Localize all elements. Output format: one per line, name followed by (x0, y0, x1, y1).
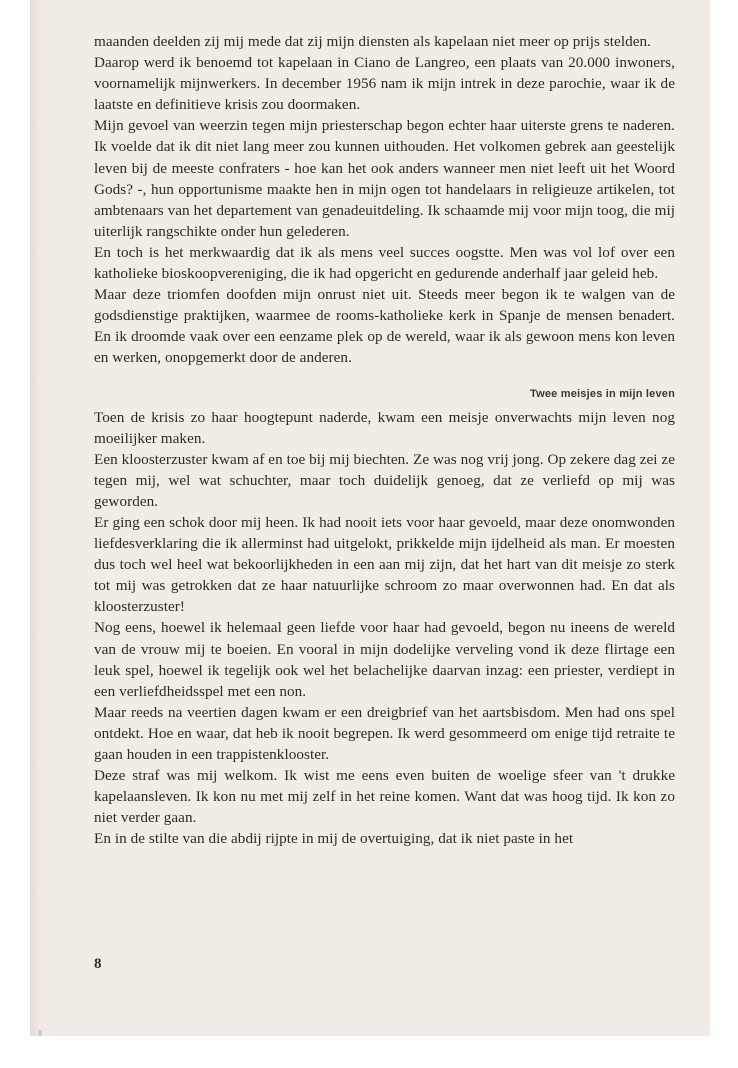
paragraph: Deze straf was mij welkom. Ik wist me eens even buiten de woelige sfeer van 't drukke kapelaansleven. Ik kon nu met mij zelf in het reine komen. Want dat was hoog tijd. Ik kon zo niet verder gaan. (94, 767, 675, 827)
paragraph: Maar reeds na veertien dagen kwam er een dreigbrief van het aartsbisdom. Men had ons spel ontdekt. Hoe en waar, dat heb ik nooit begrepen. Ik werd gesommeerd om enige tijd retraite te gaan houden in een trappistenklooster. (94, 703, 675, 763)
margin-smudge (38, 1030, 42, 1036)
paragraph: Er ging een schok door mij heen. Ik had nooit iets voor haar gevoeld, maar deze onomwonden liefdesverklaring die ik allerminst had uitgelokt, prikkelde mijn ijdelheid als man. Er moesten dus toch wel heel wat bekoorlijkheden in een aan mij zijn, dat het hart van dit meisje zo sterk tot mij was getrokken dat ze haar natuurlijke schroom zo maar overwonnen had. En dat als kloosterzuster! (94, 513, 675, 616)
page-number: 8 (94, 956, 102, 972)
paragraph: Een kloosterzuster kwam af en toe bij mij biechten. Ze was nog vrij jong. Op zekere dag zei ze tegen mij, wel wat schuchter, maar toch duidelijk genoeg, dat ze verliefd op mij was geworden. (94, 450, 675, 510)
paragraph: Maar deze triomfen doofden mijn onrust niet uit. Steeds meer begon ik te walgen van de godsdienstige praktijken, waarmee de rooms-katholieke kerk in Spanje de mensen benadert. En ik droomde vaak over een eenzame plek op de wereld, waar ik als gewoon mens kon leven en werken, onopgemerkt door de anderen. (94, 286, 675, 367)
paragraph: maanden deelden zij mij mede dat zij mijn diensten als kapelaan niet meer op prijs stelden. (94, 33, 652, 50)
paragraph: En in de stilte van die abdij rijpte in mij de overtuiging, dat ik niet paste in het (94, 830, 574, 848)
paragraph: En toch is het merkwaardig dat ik als mens veel succes oogstte. Men was vol lof over een katholieke bioskoopvereniging, die ik had opgericht en gedurende anderhalf jaar geleid heb. (94, 243, 675, 283)
body-text (94, 31, 675, 849)
paragraph: Daarop werd ik benoemd tot kapelaan in Ciano de Langreo, een plaats van 20.000 inwoners, voornamelijk mijnwerkers. In december 1956 nam ik mijn intrek in deze parochie, waar ik de laatste en definitieve krisis zou doormaken. (94, 54, 675, 114)
paragraph: Nog eens, hoewel ik helemaal geen liefde voor haar had gevoeld, begon nu ineens de wereld van de vrouw mij te boeien. En vooral in mijn dodelijke verveling vond ik deze flirtage een leuk spel, hoewel ik tegelijk ook wel het belachelijke daarvan inzag: een priester, verdiept in een verliefdheidsspel met een non. (94, 619, 675, 700)
section-heading: Twee meisjes in mijn leven (530, 387, 675, 400)
paragraph: Mijn gevoel van weerzin tegen mijn priesterschap begon echter haar uiterste grens te naderen. Ik voelde dat ik dit niet lang meer zou kunnen uithouden. Het volkomen gebrek aan geestelijk leven bij de meeste confraters - hoe kan het ook anders wanneer men niet leeft uit het Woord Gods? -, hun opportunisme maakte hen in mijn ogen tot handelaars in religieuze artikelen, tot ambtenaars van het departement van genadeuitdeling. Ik schaamde mij voor mijn toog, die mij uiterlijk rangschikte onder hun gelederen. (94, 117, 675, 240)
paragraph: Toen de krisis zo haar hoogtepunt naderde, kwam een meisje onverwachts mijn leven nog moeilijker maken. (94, 408, 675, 447)
page-binding-shadow (30, 0, 40, 1036)
